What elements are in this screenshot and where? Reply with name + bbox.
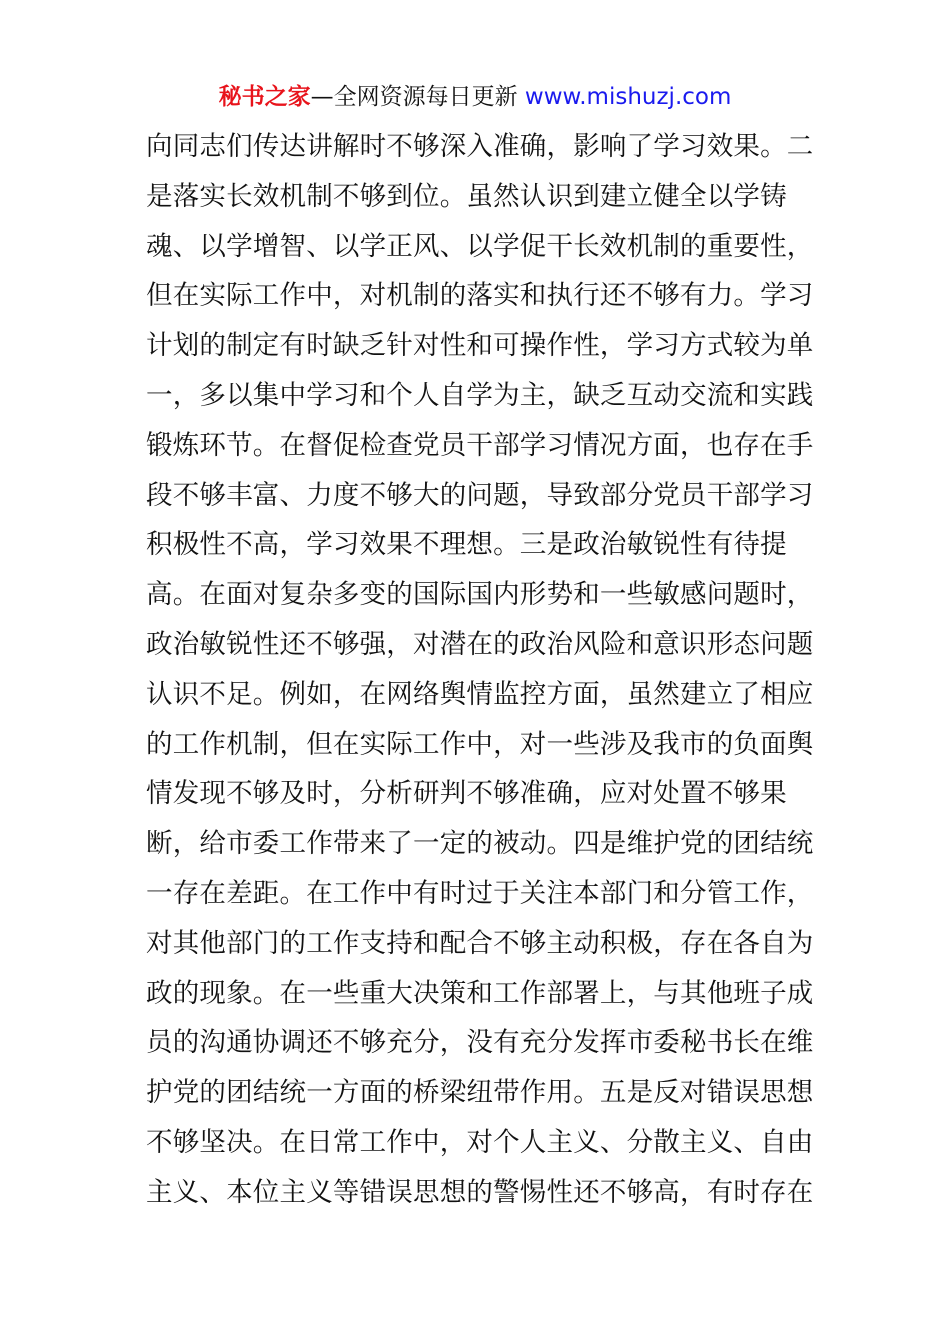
page-header (0, 80, 950, 114)
site-url: www.mishuzj.com (524, 84, 732, 110)
text-line: 高。在面对复杂多变的国际国内形势和一些敏感问题时， (146, 579, 814, 611)
text-line: 的工作机制，但在实际工作中，对一些涉及我市的负面舆 (146, 728, 814, 760)
text-line: 认识不足。例如，在网络舆情监控方面，虽然建立了相应 (146, 678, 814, 710)
text-line: 政治敏锐性还不够强，对潜在的政治风险和意识形态问题 (146, 628, 814, 660)
text-line: 锻炼环节。在督促检查党员干部学习情况方面，也存在手 (146, 429, 814, 461)
text-line: 计划的制定有时缺乏针对性和可操作性，学习方式较为单 (146, 330, 814, 362)
text-line: 段不够丰富、力度不够大的问题，导致部分党员干部学习 (146, 479, 814, 511)
text-line: 不够坚决。在日常工作中，对个人主义、分散主义、自由 (146, 1126, 814, 1158)
text-line: 主义、本位主义等错误思想的警惕性还不够高，有时存在 (146, 1176, 814, 1208)
document-body (146, 122, 846, 1218)
text-line: 员的沟通协调还不够充分，没有充分发挥市委秘书长在维 (146, 1027, 814, 1059)
text-line: 一，多以集中学习和个人自学为主，缺乏互动交流和实践 (146, 379, 814, 411)
text-line: 一存在差距。在工作中有时过于关注本部门和分管工作， (146, 877, 814, 909)
text-line: 断，给市委工作带来了一定的被动。四是维护党的团结统 (146, 828, 814, 860)
text-line: 对其他部门的工作支持和配合不够主动积极，存在各自为 (146, 927, 814, 959)
text-line: 是落实长效机制不够到位。虽然认识到建立健全以学铸 (146, 180, 787, 212)
text-line: 情发现不够及时，分析研判不够准确，应对处置不够果 (146, 778, 787, 810)
brand-name: 秘书之家 (218, 84, 311, 110)
text-line: 魂、以学增智、以学正风、以学促干长效机制的重要性， (146, 230, 814, 262)
text-line: 向同志们传达讲解时不够深入准确，影响了学习效果。二 (146, 131, 814, 162)
text-line: 但在实际工作中，对机制的落实和执行还不够有力。学习 (146, 280, 814, 312)
text-line: 政的现象。在一些重大决策和工作部署上，与其他班子成 (146, 977, 814, 1009)
header-tagline: —全网资源每日更新 (310, 84, 525, 110)
text-line: 积极性不高，学习效果不理想。三是政治敏锐性有待提 (146, 529, 787, 561)
text-line: 护党的团结统一方面的桥梁纽带作用。五是反对错误思想 (146, 1077, 814, 1109)
